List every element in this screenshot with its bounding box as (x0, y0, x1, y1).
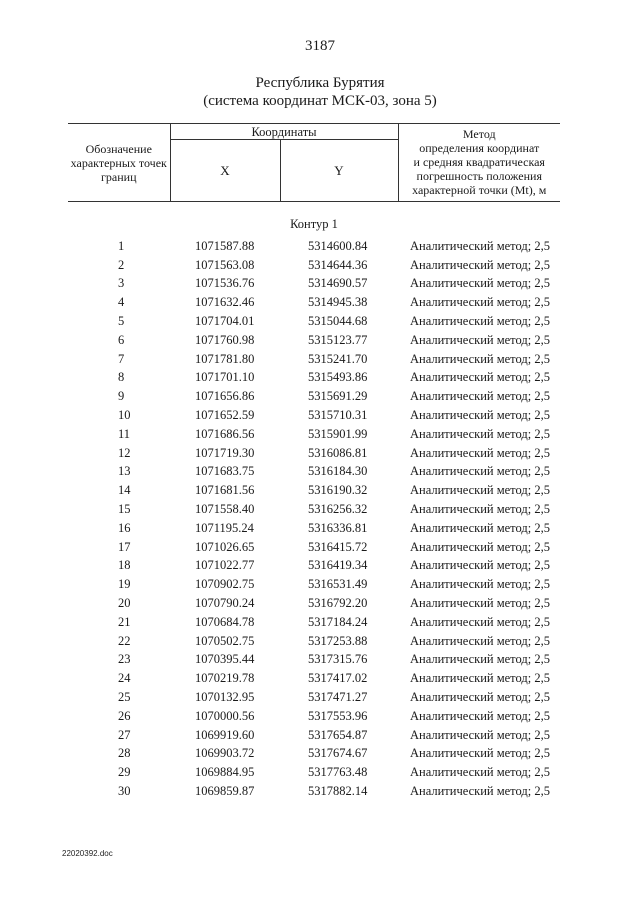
y-coordinate-cell: 5316531.49 (308, 577, 368, 592)
method-cell: Аналитический метод; 2,5 (410, 238, 550, 253)
x-coordinate-cell: 1071719.30 (195, 445, 255, 460)
method-cell: Аналитический метод; 2,5 (410, 690, 550, 705)
y-coordinate-cell: 5315241.70 (308, 351, 368, 366)
point-id-cell: 3 (118, 276, 125, 291)
x-coordinate-cell: 1071656.86 (195, 389, 255, 404)
x-coordinate-cell: 1071681.56 (195, 483, 255, 498)
y-coordinate-cell: 5315691.29 (308, 389, 368, 404)
point-id-cell: 20 (118, 596, 131, 611)
table-row (68, 256, 560, 275)
x-coordinate-cell: 1071587.88 (195, 238, 255, 253)
header-method-line: характерной точки (Mt), м (412, 183, 547, 197)
point-id-cell: 27 (118, 727, 131, 742)
table-row (68, 613, 560, 632)
point-id-cell: 17 (118, 539, 131, 554)
y-coordinate-cell: 5314690.57 (308, 276, 368, 291)
method-cell: Аналитический метод; 2,5 (410, 370, 550, 385)
x-coordinate-cell: 1071536.76 (195, 276, 255, 291)
y-coordinate-cell: 5317184.24 (308, 614, 368, 629)
x-coordinate-cell: 1070395.44 (195, 652, 255, 667)
x-coordinate-cell: 1071558.40 (195, 502, 255, 517)
y-coordinate-cell: 5315493.86 (308, 370, 368, 385)
coordinates-table (68, 123, 560, 801)
x-coordinate-cell: 1070219.78 (195, 671, 255, 686)
header-method-line: погрешность положения (416, 169, 542, 183)
method-cell: Аналитический метод; 2,5 (410, 708, 550, 723)
contour-row (68, 202, 560, 238)
method-cell: Аналитический метод; 2,5 (410, 727, 550, 742)
point-id-cell: 11 (118, 426, 131, 441)
header-x: X (170, 140, 280, 202)
method-cell: Аналитический метод; 2,5 (410, 652, 550, 667)
method-cell: Аналитический метод; 2,5 (410, 746, 550, 761)
point-id-cell: 23 (118, 652, 131, 667)
table-row (68, 557, 560, 576)
y-coordinate-cell: 5317674.67 (308, 746, 368, 761)
y-coordinate-cell: 5317315.76 (308, 652, 368, 667)
y-coordinate-cell: 5317763.48 (308, 765, 368, 780)
point-id-cell: 26 (118, 708, 131, 723)
point-id-cell: 4 (118, 295, 125, 310)
header-method-line: Метод (462, 127, 496, 141)
method-cell: Аналитический метод; 2,5 (410, 426, 550, 441)
x-coordinate-cell: 1070902.75 (195, 577, 255, 592)
y-coordinate-cell: 5317882.14 (308, 784, 368, 798)
table-row (68, 237, 560, 256)
point-id-cell: 30 (118, 784, 131, 798)
table-row (68, 425, 560, 444)
y-coordinate-cell: 5314600.84 (308, 238, 368, 253)
header-point-designation: Обозначение характерных точек границ (68, 124, 170, 202)
contour-label: Контур 1 (290, 216, 338, 231)
method-cell: Аналитический метод; 2,5 (410, 295, 550, 310)
method-cell: Аналитический метод; 2,5 (410, 276, 550, 291)
method-cell: Аналитический метод; 2,5 (410, 389, 550, 404)
method-cell: Аналитический метод; 2,5 (410, 558, 550, 573)
table-row (68, 669, 560, 688)
point-id-cell: 22 (118, 633, 131, 648)
method-cell: Аналитический метод; 2,5 (410, 502, 550, 517)
y-coordinate-cell: 5316184.30 (308, 464, 368, 479)
x-coordinate-cell: 1071652.59 (195, 408, 255, 423)
header-method-line: определения координат (419, 141, 540, 155)
table-row (68, 519, 560, 538)
method-cell: Аналитический метод; 2,5 (410, 784, 550, 798)
point-id-cell: 14 (118, 483, 131, 498)
method-cell: Аналитический метод; 2,5 (410, 633, 550, 648)
y-coordinate-cell: 5315710.31 (308, 408, 368, 423)
x-coordinate-cell: 1071683.75 (195, 464, 255, 479)
point-id-cell: 1 (118, 238, 125, 253)
x-coordinate-cell: 1070790.24 (195, 596, 255, 611)
table-row (68, 688, 560, 707)
footer-filename: 22020392.doc (62, 849, 113, 858)
y-coordinate-cell: 5315123.77 (308, 332, 368, 347)
title-coordinate-system: (система координат МСК-03, зона 5) (203, 93, 437, 109)
x-coordinate-cell: 1071563.08 (195, 257, 255, 272)
point-id-cell: 18 (118, 558, 131, 573)
y-coordinate-cell: 5315044.68 (308, 314, 368, 329)
method-cell: Аналитический метод; 2,5 (410, 671, 550, 686)
x-coordinate-cell: 1070132.95 (195, 690, 255, 705)
header-method (398, 124, 560, 202)
method-cell: Аналитический метод; 2,5 (410, 332, 550, 347)
y-coordinate-cell: 5315901.99 (308, 426, 368, 441)
y-coordinate-cell: 5317654.87 (308, 727, 368, 742)
table-row (68, 745, 560, 764)
point-id-cell: 8 (118, 370, 125, 385)
y-coordinate-cell: 5316086.81 (308, 445, 368, 460)
table-row (68, 538, 560, 557)
table-row (68, 500, 560, 519)
x-coordinate-cell: 1071701.10 (195, 370, 255, 385)
point-id-cell: 28 (118, 746, 131, 761)
point-id-cell: 19 (118, 577, 131, 592)
table-row (68, 651, 560, 670)
y-coordinate-cell: 5316336.81 (308, 520, 368, 535)
x-coordinate-cell: 1070684.78 (195, 614, 255, 629)
point-id-cell: 2 (118, 257, 125, 272)
x-coordinate-cell: 1071022.77 (195, 558, 255, 573)
x-coordinate-cell: 1071195.24 (195, 520, 254, 535)
x-coordinate-cell: 1071686.56 (195, 426, 255, 441)
point-id-cell: 24 (118, 671, 131, 686)
table-row (68, 275, 560, 294)
x-coordinate-cell: 1071632.46 (195, 295, 255, 310)
y-coordinate-cell: 5317417.02 (308, 671, 368, 686)
y-coordinate-cell: 5317553.96 (308, 708, 368, 723)
x-coordinate-cell: 1069919.60 (195, 727, 255, 742)
point-id-cell: 6 (118, 332, 125, 347)
x-coordinate-cell: 1069884.95 (195, 765, 255, 780)
method-cell: Аналитический метод; 2,5 (410, 596, 550, 611)
point-id-cell: 13 (118, 464, 131, 479)
header-y: Y (280, 140, 398, 202)
table-row (68, 350, 560, 369)
table-body (68, 202, 560, 801)
x-coordinate-cell: 1071704.01 (195, 314, 255, 329)
table-row (68, 707, 560, 726)
method-cell: Аналитический метод; 2,5 (410, 314, 550, 329)
x-coordinate-cell: 1070000.56 (195, 708, 255, 723)
x-coordinate-cell: 1071781.80 (195, 351, 255, 366)
point-id-cell: 25 (118, 690, 131, 705)
y-coordinate-cell: 5316256.32 (308, 502, 368, 517)
method-cell: Аналитический метод; 2,5 (410, 539, 550, 554)
y-coordinate-cell: 5314945.38 (308, 295, 368, 310)
table-row (68, 726, 560, 745)
table-row (68, 481, 560, 500)
x-coordinate-cell: 1070502.75 (195, 633, 255, 648)
point-id-cell: 9 (118, 389, 125, 404)
y-coordinate-cell: 5314644.36 (308, 257, 368, 272)
point-id-cell: 7 (118, 351, 125, 366)
table-row (68, 594, 560, 613)
point-id-cell: 15 (118, 502, 131, 517)
x-coordinate-cell: 1071026.65 (195, 539, 255, 554)
method-cell: Аналитический метод; 2,5 (410, 257, 550, 272)
table-row (68, 575, 560, 594)
table-row (68, 444, 560, 463)
header-coordinates: Координаты (170, 124, 398, 140)
method-cell: Аналитический метод; 2,5 (410, 614, 550, 629)
table-row (68, 763, 560, 782)
table-row (68, 387, 560, 406)
page-number: 3187 (305, 38, 335, 54)
document-title (0, 74, 640, 110)
point-id-cell: 29 (118, 765, 131, 780)
x-coordinate-cell: 1071760.98 (195, 332, 255, 347)
y-coordinate-cell: 5317253.88 (308, 633, 368, 648)
y-coordinate-cell: 5316415.72 (308, 539, 368, 554)
table-row (68, 369, 560, 388)
point-id-cell: 10 (118, 408, 131, 423)
table-row (68, 312, 560, 331)
x-coordinate-cell: 1069903.72 (195, 746, 255, 761)
y-coordinate-cell: 5316419.34 (308, 558, 368, 573)
header-method-line: и средняя квадратическая (413, 155, 545, 169)
point-id-cell: 12 (118, 445, 131, 460)
method-cell: Аналитический метод; 2,5 (410, 520, 550, 535)
y-coordinate-cell: 5316190.32 (308, 483, 368, 498)
table-row (68, 406, 560, 425)
method-cell: Аналитический метод; 2,5 (410, 408, 550, 423)
x-coordinate-cell: 1069859.87 (195, 784, 255, 798)
table-row (68, 293, 560, 312)
y-coordinate-cell: 5316792.20 (308, 596, 368, 611)
point-id-cell: 21 (118, 614, 131, 629)
method-cell: Аналитический метод; 2,5 (410, 577, 550, 592)
title-region: Республика Бурятия (255, 75, 385, 91)
table-row (68, 331, 560, 350)
table-row (68, 782, 560, 801)
method-cell: Аналитический метод; 2,5 (410, 483, 550, 498)
table-row (68, 632, 560, 651)
method-cell: Аналитический метод; 2,5 (410, 765, 550, 780)
method-cell: Аналитический метод; 2,5 (410, 445, 550, 460)
method-cell: Аналитический метод; 2,5 (410, 351, 550, 366)
table-row (68, 463, 560, 482)
method-cell: Аналитический метод; 2,5 (410, 464, 550, 479)
y-coordinate-cell: 5317471.27 (308, 690, 368, 705)
point-id-cell: 16 (118, 520, 131, 535)
point-id-cell: 5 (118, 314, 125, 329)
